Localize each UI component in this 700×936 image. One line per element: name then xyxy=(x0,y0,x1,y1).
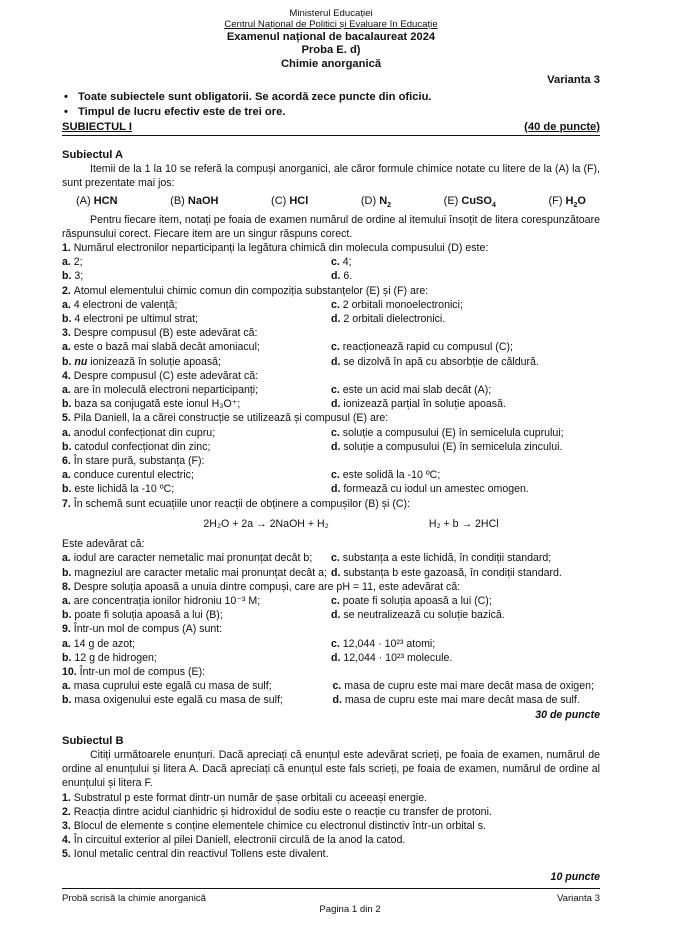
equation-1: 2H₂O + 2a → 2NaOH + H₂ xyxy=(203,517,329,530)
option-b: b. masa oxigenului este egală cu masa de sulf; xyxy=(62,694,283,707)
option-d: d. formează cu iodul un amestec omogen. xyxy=(331,483,529,496)
page-number: Pagina 1 din 2 xyxy=(319,904,381,915)
compound-d: (D) $N_2$ xyxy=(360,195,392,210)
option-c: c. este un acid mai slab decât (A); xyxy=(331,384,492,397)
section-a-points: 30 de puncte xyxy=(535,708,600,721)
option-b: b. 12 g de hidrogen; xyxy=(62,651,157,664)
option-c: c. poate fi soluția apoasă a lui (C); xyxy=(331,594,492,607)
option-b: b. 3; xyxy=(62,270,84,283)
option-b: b. este lichidă la -10 ºC; xyxy=(62,483,175,496)
question-5: 5. Pila Daniell, la a cărei construcție se utilizează și compusul (E) are: xyxy=(62,412,389,425)
option-c: c. soluție a compusului (E) în semicelula cuprului; xyxy=(331,426,564,439)
statement-5: 5. Ionul metalic central din reactivul Tollens este divalent. xyxy=(62,848,329,861)
option-c: c. reacționează rapid cu compusul (C); xyxy=(331,341,513,354)
option-b: b. nu ionizează în soluție apoasă; xyxy=(62,355,222,368)
compound-c: (C) HCl xyxy=(271,195,309,208)
section-b-title: Subiectul B xyxy=(62,734,124,747)
question-8: 8. Despre soluția apoasă a unuia dintre compuși, care are pH = 11, este adevărat că: xyxy=(62,580,461,593)
statement-2: 2. Reacția dintre acidul cianhidric și hidroxidul de sodiu este o reacție cu transfer de protoni. xyxy=(62,805,492,818)
option-d: d. 12,044 · 10²³ molecule. xyxy=(331,651,453,664)
equation-2: H₂ + b → 2HCl xyxy=(428,517,499,530)
statement-3: 3. Blocul de elemente s conține elementele chimice cu electronul distinctiv într-un orbital s. xyxy=(62,819,486,832)
question-7: 7. În schemă sunt ecuațiile unor reacții de obținere a compușilor (B) și (C): xyxy=(62,497,410,510)
compound-list xyxy=(62,194,600,208)
subiect-title: SUBIECTUL I xyxy=(62,120,133,133)
option-c: c. substanța a este lichidă, în condiții standard; xyxy=(331,552,552,565)
option-a: a. conduce curentul electric; xyxy=(62,469,194,482)
subiect-points: (40 de puncte) xyxy=(524,120,600,133)
exam-title: Examenul național de bacalaureat 2024 xyxy=(226,31,436,43)
option-a: a. are concentrația ionilor hidroniu 10⁻³ M; xyxy=(62,594,261,607)
option-d: d. masa de cupru este mai mare decât masa de sulf. xyxy=(332,694,580,707)
question-4: 4. Despre compusul (C) este adevărat că: xyxy=(62,369,259,382)
option-b: b. baza sa conjugată este ionul H₃O⁺; xyxy=(62,398,241,411)
option-c: c. 12,044 · 10²³ atomi; xyxy=(331,637,436,650)
option-b: b. poate fi soluția apoasă a lui (B); xyxy=(62,609,223,622)
option-b: b. 4 electroni pe ultimul strat; xyxy=(62,313,199,326)
option-d: d. 2 orbitali dielectronici. xyxy=(331,313,446,326)
rule-item: • Toate subiectele sunt obligatorii. Se acordă zece puncte din oficiu. xyxy=(62,90,600,105)
option-a: a. iodul are caracter nemetalic mai pronunțat decât b; xyxy=(62,552,313,565)
option-a: a. este o bază mai slabă decât amoniacul; xyxy=(62,341,260,354)
option-a: a. are în moleculă electroni neparticipanți; xyxy=(62,384,259,397)
rules-list xyxy=(62,90,600,119)
option-a: a. 4 electroni de valență; xyxy=(62,298,178,311)
compound-a: (A) HCN xyxy=(76,195,118,208)
option-a: a. masa cuprului este egală cu masa de sulf; xyxy=(62,680,272,693)
option-d: d. 6. xyxy=(331,270,353,283)
option-a: a. 2; xyxy=(62,256,83,269)
question-1: 1. Numărul electronilor neparticipanți la legătura chimică din molecula compusului (D) este: xyxy=(62,242,489,255)
compound-f: (F) $H_2O$ xyxy=(548,195,586,210)
question-3: 3. Despre compusul (B) este adevărat că: xyxy=(62,327,258,340)
section-a-intro: Itemii de la 1 la 10 se referă la compuși anorganici, ale căror formule chimice notate cu litere de la (A) la (F), sunt prezentate mai jos: xyxy=(62,163,600,190)
question-10: 10. Într-un mol de compus (E): xyxy=(62,665,206,678)
footer-right: Varianta 3 xyxy=(556,893,600,904)
variant-label: Varianta 3 xyxy=(547,74,600,87)
compound-b: (B) NaOH xyxy=(170,195,219,208)
option-d: d. ionizează parțial în soluție apoasă. xyxy=(331,398,506,411)
question-9: 9. Într-un mol de compus (A) sunt: xyxy=(62,623,223,636)
option-b: b. magneziul are caracter metalic mai pronunțat decât a; xyxy=(62,566,327,579)
option-d: d. se neutralizează cu soluție bazică. xyxy=(331,609,505,622)
q7-true-intro: Este adevărat că: xyxy=(62,538,145,551)
section-b-intro: Citiți următoarele enunțuri. Dacă apreciați că enunțul este adevărat scrieți, pe foaia de examen, numărul de ordine al enunțului și litera A. Dacă apreciați că enunțul este fals scrieți, pe foaia de examen, numărul de ordine al enunțului și litera F. xyxy=(62,748,600,790)
option-c: c. 2 orbitali monoelectronici; xyxy=(331,298,463,311)
rule-item: • Timpul de lucru efectiv este de trei ore. xyxy=(62,105,600,120)
option-c: c. 4; xyxy=(331,256,352,269)
option-d: d. substanța b este gazoasă, în condiții standard. xyxy=(331,566,562,579)
subject-title: Chimie anorganică xyxy=(280,57,382,70)
option-d: d. soluție a compusului (E) în semicelula zincului. xyxy=(331,440,563,453)
statement-1: 1. Substratul p este format dintr-un număr de șase orbitali cu aceeași energie. xyxy=(62,791,428,804)
section-b-points: 10 puncte xyxy=(550,870,600,883)
compound-e: (E) CuSO$_4$ xyxy=(443,195,496,210)
ministry-name: Ministerul Educației xyxy=(289,8,373,19)
option-d: d. se dizolvă în apă cu absorbție de căldură. xyxy=(331,355,539,368)
option-a: a. 14 g de azot; xyxy=(62,637,136,650)
section-a-instructions: Pentru fiecare item, notați pe foaia de examen numărul de ordine al itemului însoțit de litera corespunzătoare răspunsului corect. Fiecare item are un singur răspuns corect. xyxy=(62,213,600,240)
option-a: a. anodul confecționat din cupru; xyxy=(62,426,216,439)
center-name: Centrul Național de Politici și Evaluare în Educație xyxy=(224,19,438,30)
question-6: 6. În stare pură, substanța (F): xyxy=(62,455,205,468)
section-a-title: Subiectul A xyxy=(62,148,124,161)
reaction-scheme xyxy=(62,517,600,531)
option-c: c. este solidă la -10 ºC; xyxy=(331,469,441,482)
option-b: b. catodul confecționat din zinc; xyxy=(62,440,211,453)
footer-left: Probă scrisă la chimie anorganică xyxy=(62,893,206,904)
subiect-header xyxy=(62,120,600,136)
statement-4: 4. În circuitul exterior al pilei Daniell, electronii circulă de la anod la catod. xyxy=(62,834,406,847)
question-2: 2. Atomul elementului chimic comun din compoziția substanțelor (E) și (F) are: xyxy=(62,284,429,297)
option-c: c. masa de cupru este mai mare decât masa de oxigen; xyxy=(332,680,594,693)
proba-title: Proba E. d) xyxy=(301,44,361,57)
